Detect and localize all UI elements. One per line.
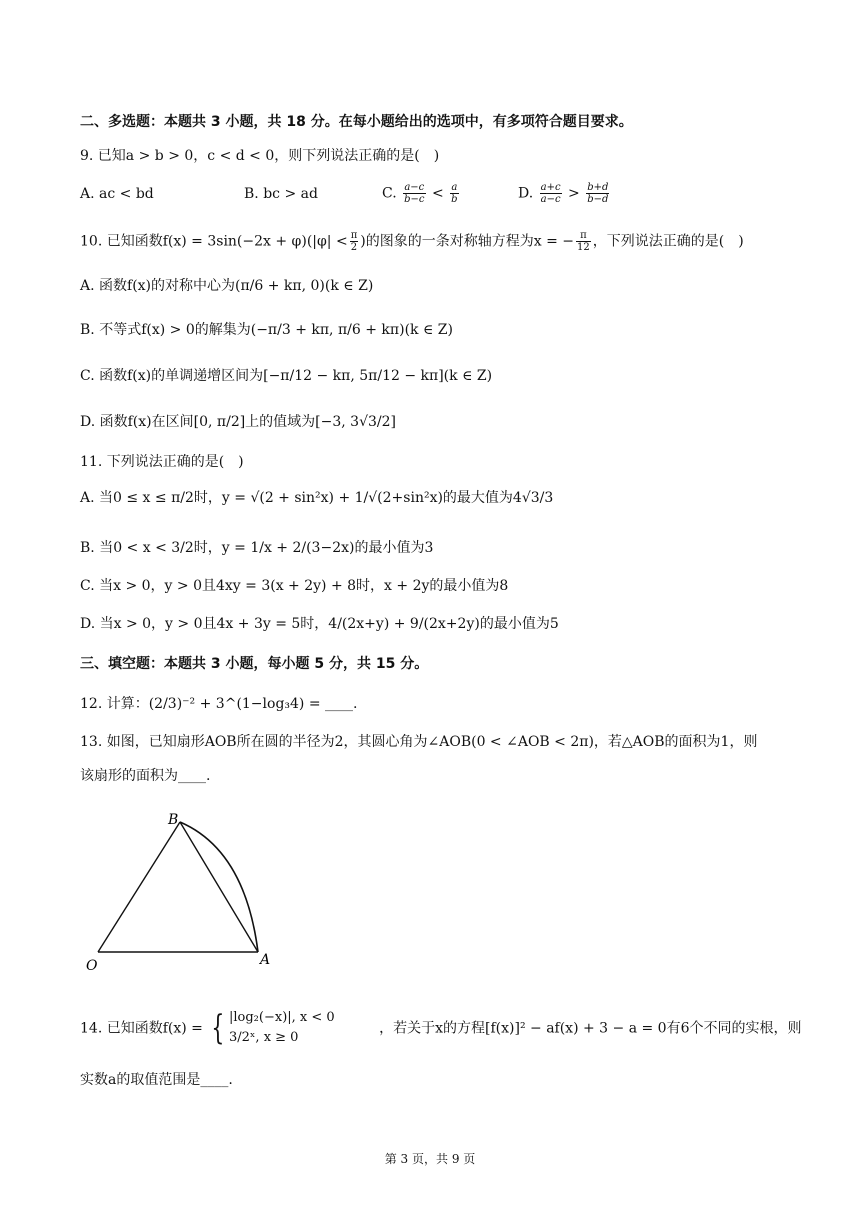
q14-case-2: 3/2ˣ, x ≥ 0	[229, 1030, 299, 1045]
segment-ab	[180, 822, 258, 952]
section-2-heading: 二、多选题：本题共 3 小题，共 18 分。在每小题给出的选项中，有多项符合题目要求。	[80, 114, 633, 130]
sector-figure	[80, 800, 290, 980]
q11-option-c: C. 当x > 0，y > 0且4xy = 3(x + 2y) + 8时，x + 2y的最小值为8	[80, 578, 509, 594]
q10-option-b: B. 不等式f(x) > 0的解集为(−π/3 + kπ, π/6 + kπ)(k ∈ Z)	[80, 322, 453, 338]
q10-option-a: A. 函数f(x)的对称中心为(π/6 + kπ, 0)(k ∈ Z)	[80, 278, 374, 294]
q10-option-d: D. 函数f(x)在区间[0, π/2]上的值域为[−3, 3√3/2]	[80, 414, 397, 430]
q10-stem-end: ，下列说法正确的是( )	[592, 233, 744, 250]
q10-stem-pre: 10. 已知函数f(x) = 3sin(−2x + φ)(|φ| <	[80, 233, 348, 250]
q12: 12. 计算：(2/3)⁻² + 3^(1−log₃4) = ____.	[80, 696, 358, 712]
q13-line1: 13. 如图，已知扇形AOB所在圆的半径为2，其圆心角为∠AOB(0 < ∠AOB < 2π)，若△AOB的面积为1，则	[80, 734, 758, 750]
q10-stem: 10. 已知函数f(x) = 3sin(−2x + φ)(|φ| < $\frac{\pi}{2}$ )的图象的一条对称轴方程为x = − $\frac{\pi}{12}$ ，下列说法正确的是( )	[80, 230, 744, 253]
q9-option-a: A. ac < bd	[80, 186, 154, 202]
q9-option-d-label: D.	[518, 185, 534, 202]
q14-line2: 实数a的取值范围是____.	[80, 1072, 233, 1088]
q11-option-b: B. 当0 < x < 3/2时，y = 1/x + 2/(3−2x)的最小值为3	[80, 540, 434, 556]
q13-line2: 该扇形的面积为____.	[80, 768, 211, 784]
q9-option-c: C. $\frac{a-c}{b-c}$ < $\frac{a}{b}$	[382, 182, 458, 205]
q11-stem: 11. 下列说法正确的是( )	[80, 454, 244, 470]
segment-ob	[98, 822, 180, 952]
q10-option-c: C. 函数f(x)的单调递增区间为[−π/12 − kπ, 5π/12 − kπ](k ∈ Z)	[80, 368, 493, 384]
label-b: B	[168, 812, 179, 828]
q9-option-d: D. $\frac{a+c}{a-c}$ > $\frac{b+d}{b-d}$	[518, 182, 609, 205]
q14-case-1: |log₂(−x)|, x < 0	[229, 1010, 335, 1025]
q9-stem: 9. 已知a > b > 0，c < d < 0，则下列说法正确的是( )	[80, 148, 440, 164]
q11-option-d: D. 当x > 0，y > 0且4x + 3y = 5时，4/(2x+y) + 9/(2x+2y)的最小值为5	[80, 616, 559, 632]
q14-post: ，若关于x的方程[f(x)]² − af(x) + 3 − a = 0有6个不同的实根，则	[379, 1020, 802, 1037]
q9-option-c-label: C.	[382, 185, 397, 202]
label-o: O	[86, 958, 98, 974]
q14-pre: 14. 已知函数f(x) =	[80, 1020, 203, 1037]
q9-option-b: B. bc > ad	[244, 186, 318, 202]
q10-stem-post: )的图象的一条对称轴方程为x = −	[360, 233, 574, 250]
q14-line1	[80, 1008, 802, 1049]
label-a: A	[260, 952, 271, 968]
page-footer: 第 3 页，共 9 页	[384, 1152, 476, 1166]
section-3-heading: 三、填空题：本题共 3 小题，每小题 5 分，共 15 分。	[80, 656, 429, 672]
piecewise-function: { |log₂(−x)|, x < 0 3/2ˣ, x ≥ 0	[211, 1008, 335, 1048]
q11-option-a: A. 当0 ≤ x ≤ π/2时，y = √(2 + sin²x) + 1/√(2+sin²x)的最大值为4√3/3	[80, 490, 554, 506]
